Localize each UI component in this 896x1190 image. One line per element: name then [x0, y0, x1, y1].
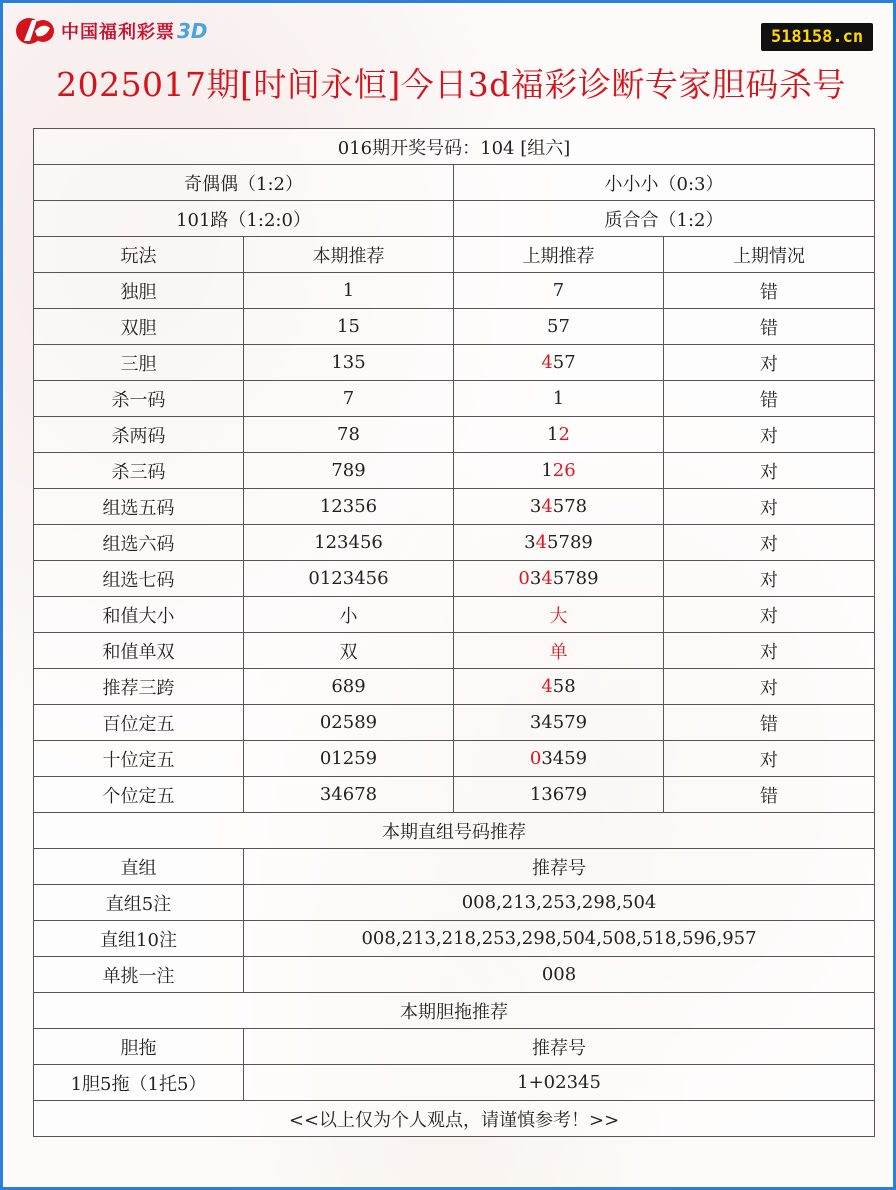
- play-name: 杀两码: [34, 417, 244, 453]
- current-pick: 小: [244, 597, 454, 633]
- previous-status: 错: [664, 381, 875, 417]
- table-row: [34, 597, 875, 633]
- direct-section-title-row: [34, 813, 875, 849]
- lottery-logo: [15, 13, 208, 49]
- footer-row: [34, 1101, 875, 1137]
- previous-pick-hit: 0: [529, 748, 542, 769]
- current-pick: 15: [244, 309, 454, 345]
- play-name: 独胆: [34, 273, 244, 309]
- table-row: [34, 489, 875, 525]
- previous-pick-hit: 4: [541, 568, 553, 589]
- direct-section-title: 本期直组号码推荐: [34, 813, 875, 849]
- odd-even-pattern: 奇偶偶（1:2）: [34, 165, 454, 201]
- current-pick: 135: [244, 345, 454, 381]
- page-title: 2025017期[时间永恒]今日3d福彩诊断专家胆码杀号: [56, 65, 846, 104]
- previous-pick: [454, 705, 664, 741]
- previous-pick: [454, 453, 664, 489]
- previous-pick: [454, 309, 664, 345]
- play-name: 三胆: [34, 345, 244, 381]
- previous-pick: [454, 417, 664, 453]
- previous-pick-hit: 4: [541, 496, 553, 517]
- header-row: [34, 237, 875, 273]
- previous-pick-miss: 7: [552, 280, 565, 301]
- previous-pick-miss: 1: [552, 388, 565, 409]
- previous-status: 错: [664, 777, 875, 813]
- drag-col-label: 胆拖: [34, 1029, 244, 1065]
- current-pick: 双: [244, 633, 454, 669]
- direct-row: [34, 921, 875, 957]
- previous-pick: [454, 561, 664, 597]
- previous-pick-hit: 4: [541, 676, 553, 697]
- previous-pick-miss: 5789: [552, 568, 599, 589]
- drag-section-title: 本期胆拖推荐: [34, 993, 875, 1029]
- last-result-row: [34, 129, 875, 165]
- table-row: [34, 561, 875, 597]
- previous-pick-hit: 单: [549, 641, 568, 663]
- direct-row: [34, 957, 875, 993]
- table-row: [34, 453, 875, 489]
- play-name: 组选六码: [34, 525, 244, 561]
- previous-pick-miss: 13679: [529, 784, 588, 805]
- previous-pick-hit: 4: [535, 532, 548, 553]
- previous-pick-miss: 5789: [547, 532, 593, 553]
- lottery-logo-icon: [15, 14, 57, 48]
- previous-status: 对: [664, 741, 875, 777]
- direct-value: 008,213,253,298,504: [244, 885, 875, 921]
- play-name: 双胆: [34, 309, 244, 345]
- current-pick: 7: [244, 381, 454, 417]
- previous-status: 对: [664, 525, 875, 561]
- direct-col-value: 推荐号: [244, 849, 875, 885]
- play-name: 杀三码: [34, 453, 244, 489]
- current-pick: 12356: [244, 489, 454, 525]
- direct-value: 008,213,218,253,298,504,508,518,596,957: [244, 921, 875, 957]
- play-name: 组选五码: [34, 489, 244, 525]
- play-name: 组选七码: [34, 561, 244, 597]
- pattern-row-2: [34, 201, 875, 237]
- previous-status: 对: [664, 345, 875, 381]
- direct-label: 直组10注: [34, 921, 244, 957]
- table-row: [34, 669, 875, 705]
- table-row: [34, 345, 875, 381]
- table-row: [34, 309, 875, 345]
- logo-text: 中国福利彩票: [61, 22, 175, 43]
- table-row: [34, 273, 875, 309]
- table-row: [34, 705, 875, 741]
- drag-value: 1+02345: [244, 1065, 875, 1101]
- previous-pick-miss: 34579: [529, 712, 588, 733]
- previous-pick: [454, 381, 664, 417]
- previous-pick: [454, 273, 664, 309]
- drag-label: 1胆5拖（1托5）: [34, 1065, 244, 1101]
- header-play: 玩法: [34, 237, 244, 273]
- previous-status: 错: [664, 273, 875, 309]
- play-name: 十位定五: [34, 741, 244, 777]
- table-row: [34, 741, 875, 777]
- previous-pick-miss: 57: [552, 352, 576, 373]
- previous-status: 对: [664, 669, 875, 705]
- logo-3d: 3D: [177, 19, 208, 43]
- previous-status: 对: [664, 597, 875, 633]
- previous-pick-miss: 3: [529, 568, 542, 589]
- play-name: 和值大小: [34, 597, 244, 633]
- previous-pick-hit: 2: [558, 424, 570, 445]
- previous-pick: [454, 741, 664, 777]
- current-pick: 789: [244, 453, 454, 489]
- previous-status: 对: [664, 561, 875, 597]
- table-row: [34, 525, 875, 561]
- drag-row: [34, 1065, 875, 1101]
- previous-pick-hit: 0: [518, 568, 530, 589]
- header-status: 上期情况: [664, 237, 875, 273]
- direct-label: 直组5注: [34, 885, 244, 921]
- current-pick: 689: [244, 669, 454, 705]
- pattern-row-1: [34, 165, 875, 201]
- previous-pick-hit: 26: [552, 460, 576, 481]
- previous-pick-miss: 3459: [541, 748, 588, 769]
- last-result: 016期开奖号码：104 [组六]: [34, 129, 875, 165]
- previous-pick-miss: 57: [547, 316, 570, 337]
- current-pick: 1: [244, 273, 454, 309]
- previous-pick: [454, 669, 664, 705]
- site-badge[interactable]: 518158.cn: [761, 23, 873, 51]
- previous-pick-miss: 58: [552, 676, 576, 697]
- direct-value: 008: [244, 957, 875, 993]
- previous-pick: [454, 777, 664, 813]
- previous-pick-miss: 1: [547, 424, 559, 445]
- current-pick: 01259: [244, 741, 454, 777]
- previous-pick-miss: 3: [524, 532, 536, 553]
- previous-status: 对: [664, 633, 875, 669]
- previous-status: 对: [664, 417, 875, 453]
- previous-pick: [454, 633, 664, 669]
- current-pick: 02589: [244, 705, 454, 741]
- previous-pick-hit: 大: [549, 605, 568, 627]
- previous-pick: [454, 489, 664, 525]
- play-name: 百位定五: [34, 705, 244, 741]
- table-row: [34, 633, 875, 669]
- direct-row: [34, 885, 875, 921]
- previous-pick-miss: 3: [529, 496, 542, 517]
- play-name: 和值单双: [34, 633, 244, 669]
- table-row: [34, 381, 875, 417]
- drag-section-title-row: [34, 993, 875, 1029]
- table-row: [34, 417, 875, 453]
- play-name: 推荐三跨: [34, 669, 244, 705]
- road-pattern: 101路（1:2:0）: [34, 201, 454, 237]
- previous-pick: [454, 525, 664, 561]
- prediction-table: [33, 128, 875, 1137]
- header-previous: 上期推荐: [454, 237, 664, 273]
- drag-header-row: [34, 1029, 875, 1065]
- previous-status: 错: [664, 309, 875, 345]
- current-pick: 0123456: [244, 561, 454, 597]
- current-pick: 34678: [244, 777, 454, 813]
- previous-pick: [454, 345, 664, 381]
- prime-pattern: 质合合（1:2）: [454, 201, 875, 237]
- previous-status: 对: [664, 453, 875, 489]
- previous-pick-miss: 1: [541, 460, 553, 481]
- play-name: 个位定五: [34, 777, 244, 813]
- direct-col-label: 直组: [34, 849, 244, 885]
- previous-pick: [454, 597, 664, 633]
- direct-header-row: [34, 849, 875, 885]
- direct-label: 单挑一注: [34, 957, 244, 993]
- previous-status: 对: [664, 489, 875, 525]
- table-row: [34, 777, 875, 813]
- size-pattern: 小小小（0:3）: [454, 165, 875, 201]
- current-pick: 123456: [244, 525, 454, 561]
- drag-col-value: 推荐号: [244, 1029, 875, 1065]
- current-pick: 78: [244, 417, 454, 453]
- footer-note[interactable]: <<以上仅为个人观点，请谨慎参考！>>: [34, 1101, 875, 1137]
- previous-pick-miss: 578: [552, 496, 588, 517]
- play-name: 杀一码: [34, 381, 244, 417]
- previous-pick-hit: 4: [541, 352, 553, 373]
- header-current: 本期推荐: [244, 237, 454, 273]
- previous-status: 错: [664, 705, 875, 741]
